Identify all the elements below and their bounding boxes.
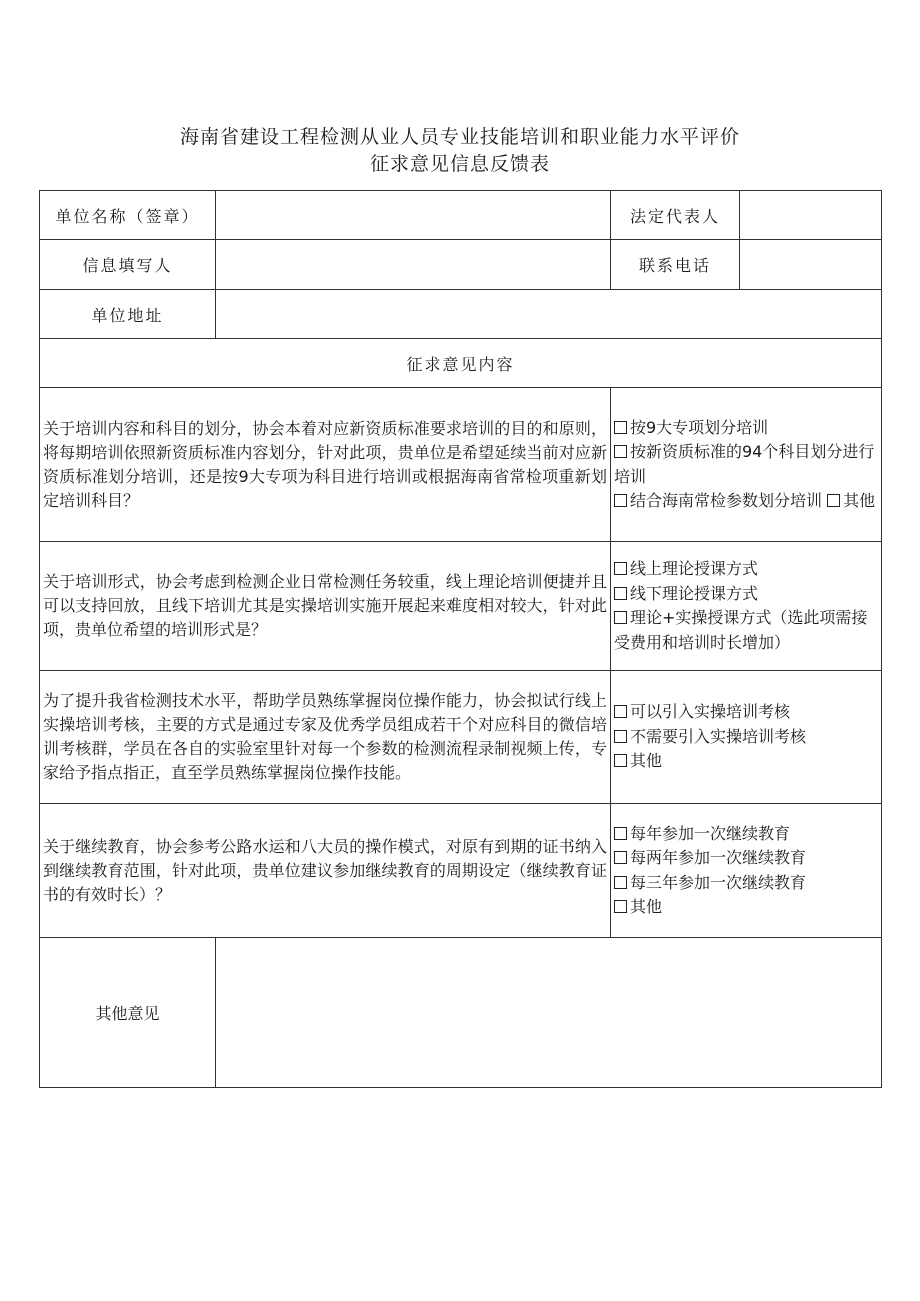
legal-rep-label: 法定代表人 xyxy=(611,191,740,240)
address-label: 单位地址 xyxy=(40,290,216,339)
other-opinions-field[interactable] xyxy=(216,938,882,1088)
row-filler xyxy=(40,240,882,290)
question-4-text: 关于继续教育，协会参考公路水运和八大员的操作模式，对原有到期的证书纳入到继续教育范围，针对此项，贵单位建议参加继续教育的周期设定（继续教育证书的有效时长）？ xyxy=(40,804,611,938)
option-label: 理论+实操授课方式（选此项需接受费用和培训时长增加） xyxy=(614,608,868,652)
option-label: 每三年参加一次继续教育 xyxy=(630,872,807,892)
option-1-1[interactable] xyxy=(614,416,879,441)
option-label: 每年参加一次继续教育 xyxy=(630,823,791,843)
option-2-2[interactable] xyxy=(614,582,879,607)
question-2-text: 关于培训形式，协会考虑到检测企业日常检测任务较重，线上理论培训便捷并且可以支持回放，且线下培训尤其是实操培训实施开展起来难度相对较大，针对此项，贵单位希望的培训形式是？ xyxy=(40,542,611,671)
checkbox-icon[interactable] xyxy=(614,851,627,864)
checkbox-icon[interactable] xyxy=(614,900,627,913)
option-label: 其他 xyxy=(630,751,663,771)
option-label: 结合海南常检参数划分培训 xyxy=(630,491,823,510)
option-4-2[interactable] xyxy=(614,846,879,871)
checkbox-icon[interactable] xyxy=(614,754,627,767)
question-row-4 xyxy=(40,804,882,938)
option-4-4[interactable] xyxy=(614,895,879,920)
option-1-2[interactable] xyxy=(614,440,879,489)
option-label: 按9大专项划分培训 xyxy=(630,417,769,437)
checkbox-icon[interactable] xyxy=(614,494,627,507)
option-label: 不需要引入实操培训考核 xyxy=(630,726,807,746)
form-title-line2: 征求意见信息反馈表 xyxy=(369,153,550,175)
question-3-options xyxy=(611,671,882,804)
option-label: 可以引入实操培训考核 xyxy=(630,702,791,722)
option-label: 每两年参加一次继续教育 xyxy=(630,848,807,867)
checkbox-icon[interactable] xyxy=(614,730,627,743)
checkbox-icon[interactable] xyxy=(614,587,627,600)
option-3-2[interactable] xyxy=(614,725,879,750)
unit-name-field[interactable] xyxy=(216,191,611,240)
form-title xyxy=(0,124,920,178)
section-header: 征求意见内容 xyxy=(40,339,882,388)
question-row-2 xyxy=(40,542,882,671)
legal-rep-field[interactable] xyxy=(740,191,882,240)
question-4-options xyxy=(611,804,882,938)
option-label: 线下理论授课方式 xyxy=(630,583,759,603)
question-2-options xyxy=(611,542,882,671)
checkbox-icon[interactable] xyxy=(614,562,627,575)
row-unit-name xyxy=(40,191,882,240)
phone-field[interactable] xyxy=(740,240,882,290)
question-row-3 xyxy=(40,671,882,804)
option-2-1[interactable] xyxy=(614,557,879,582)
option-label: 线上理论授课方式 xyxy=(630,559,759,578)
option-label: 其他 xyxy=(843,491,876,510)
feedback-form-table xyxy=(39,190,882,1088)
question-3-text: 为了提升我省检测技术水平，帮助学员熟练掌握岗位操作能力，协会拟试行线上实操培训考核，主要的方式是通过专家及优秀学员组成若干个对应科目的微信培训考核群，学员在各自的实验室里针对每一个参数的检测流程录制视频上传，专家给予指点指正，直至学员熟练掌握岗位操作技能。 xyxy=(40,671,611,804)
option-label: 按新资质标准的94个科目划分进行培训 xyxy=(614,442,875,486)
option-2-3[interactable] xyxy=(614,606,879,655)
address-field[interactable] xyxy=(216,290,882,339)
filler-label: 信息填写人 xyxy=(40,240,216,290)
phone-label: 联系电话 xyxy=(611,240,740,290)
option-4-1[interactable] xyxy=(614,822,879,847)
checkbox-icon[interactable] xyxy=(614,445,627,458)
unit-name-label: 单位名称（签章） xyxy=(40,191,216,240)
other-opinions-label: 其他意见 xyxy=(40,938,216,1088)
filler-field[interactable] xyxy=(216,240,611,290)
checkbox-icon[interactable] xyxy=(827,494,840,507)
option-4-3[interactable] xyxy=(614,871,879,896)
option-3-1[interactable] xyxy=(614,700,879,725)
option-1-3[interactable] xyxy=(614,491,822,510)
option-3-3[interactable] xyxy=(614,749,879,774)
row-other-opinions xyxy=(40,938,882,1088)
row-address xyxy=(40,290,882,339)
checkbox-icon[interactable] xyxy=(614,876,627,889)
question-1-options xyxy=(611,388,882,542)
checkbox-icon[interactable] xyxy=(614,827,627,840)
option-label: 其他 xyxy=(630,897,663,916)
question-1-text: 关于培训内容和科目的划分，协会本着对应新资质标准要求培训的目的和原则，将每期培训依照新资质标准内容划分，针对此项，贵单位是希望延续当前对应新资质标准划分培训，还是按9大专项为科目进行培训或根据海南省常检项重新划定培训科目？ xyxy=(40,388,611,542)
row-section-header xyxy=(40,339,882,388)
checkbox-icon[interactable] xyxy=(614,705,627,718)
checkbox-icon[interactable] xyxy=(614,421,627,434)
question-row-1 xyxy=(40,388,882,542)
option-1-4[interactable] xyxy=(827,491,875,510)
form-title-line1: 海南省建设工程检测从业人员专业技能培训和职业能力水平评价 xyxy=(179,126,740,148)
checkbox-icon[interactable] xyxy=(614,611,627,624)
